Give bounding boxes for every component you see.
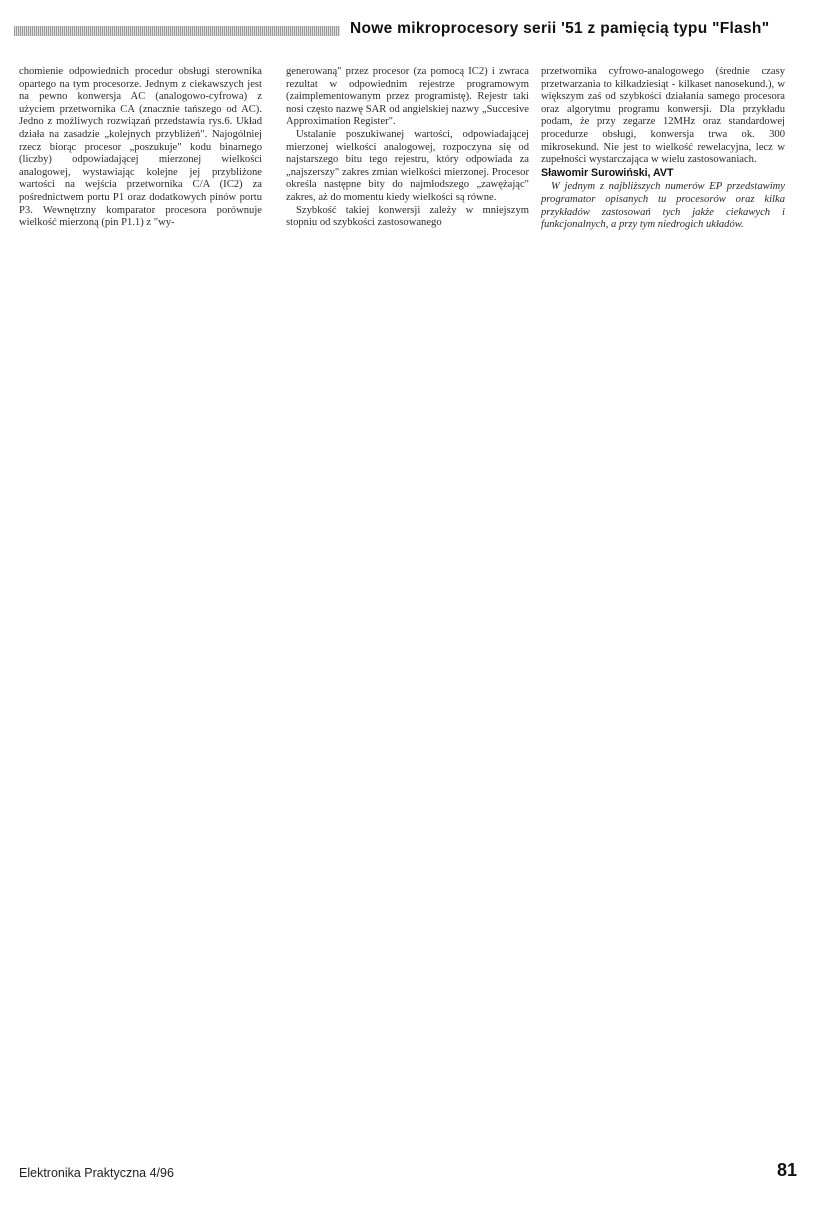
publication-footer: Elektronika Praktyczna 4/96 [19, 1166, 174, 1180]
page-header-title: Nowe mikroprocesory serii '51 z pamięcią typu "Flash" [350, 20, 770, 37]
paragraph: generowaną" przez procesor (za pomocą IC2) i zwraca rezultat w odpowiednim rejestrze programowym (zaimplementowanym przez programistę). Rejestr taki nosi często nazwę SAR od angielskiej nazwy „Succesive Approximation Register". [286, 66, 529, 128]
page-number: 81 [776, 1160, 797, 1180]
text-column-2 [286, 66, 529, 230]
paragraph: Szybkość takiej konwersji zależy w mniejszym stopniu od szybkości zastosowanego [286, 204, 529, 229]
paragraph: chomienie odpowiednich procedur obsługi sterownika opartego na tym procesorze. Jednym z ciekawszych jest na pewno konwersja AC (analogowo-cyfrowa) z użyciem przetwornika CA (znacznie tańszego od AC). Jedno z możliwych rozwiązań przedstawia rys.6. Układ działa na zasadzie „kolejnych przybliżeń". Najogólniej rzecz biorąc procesor „poszukuje" kodu binarnego (liczby) odpowiadającej mierzonej wielkości analogowej, wystawiając kolejne jej przybliżone wartości na wejścia przetwornika C/A (IC2) za pośrednictwem portu P1 oraz dodatkowych pinów portu P3. Wewnętrzny komparator procesora porównuje wielkość mierzoną (pin P1.1) z "wy- [19, 66, 262, 229]
header-pattern-bar [14, 26, 340, 36]
editorial-note: W jednym z najbliższych numerów EP przedstawimy programator opisanych tu procesorów oraz kilka przykładów zastosowań tych jakże ciekawych i funkcjonalnych, a przy tym niedrogich układów. [541, 181, 785, 231]
text-column-3 [541, 66, 785, 232]
paragraph: przetwornika cyfrowo-analogowego (średnie czasy przetwarzania to kilkadziesiąt - kilkaset nanosekund.), w większym zaś od szybkości działania samego procesora oraz algorytmu programu konwersji. Dla przykładu podam, że przy zegarze 12MHz oraz standardowej procedurze obsługi, konwersja trwa ok. 300 mikrosekund. Nie jest to wielkość rewelacyjna, lecz w zupełności wystarczająca w wielu zastosowaniach. [541, 66, 785, 166]
paragraph: Ustalanie poszukiwanej wartości, odpowiadającej mierzonej wielkości analogowej, rozpoczyna się od najstarszego bitu tego rejestru, który odpowiada za „najszerszy" zakres zmian wielkości mierzonej. Procesor określa następne bity do najmłodszego „zawężając" zakres, aż do momentu kiedy wielkości są równe. [286, 128, 529, 203]
author-signature: Sławomir Surowiński, AVT [541, 166, 674, 179]
text-column-1 [19, 66, 262, 230]
